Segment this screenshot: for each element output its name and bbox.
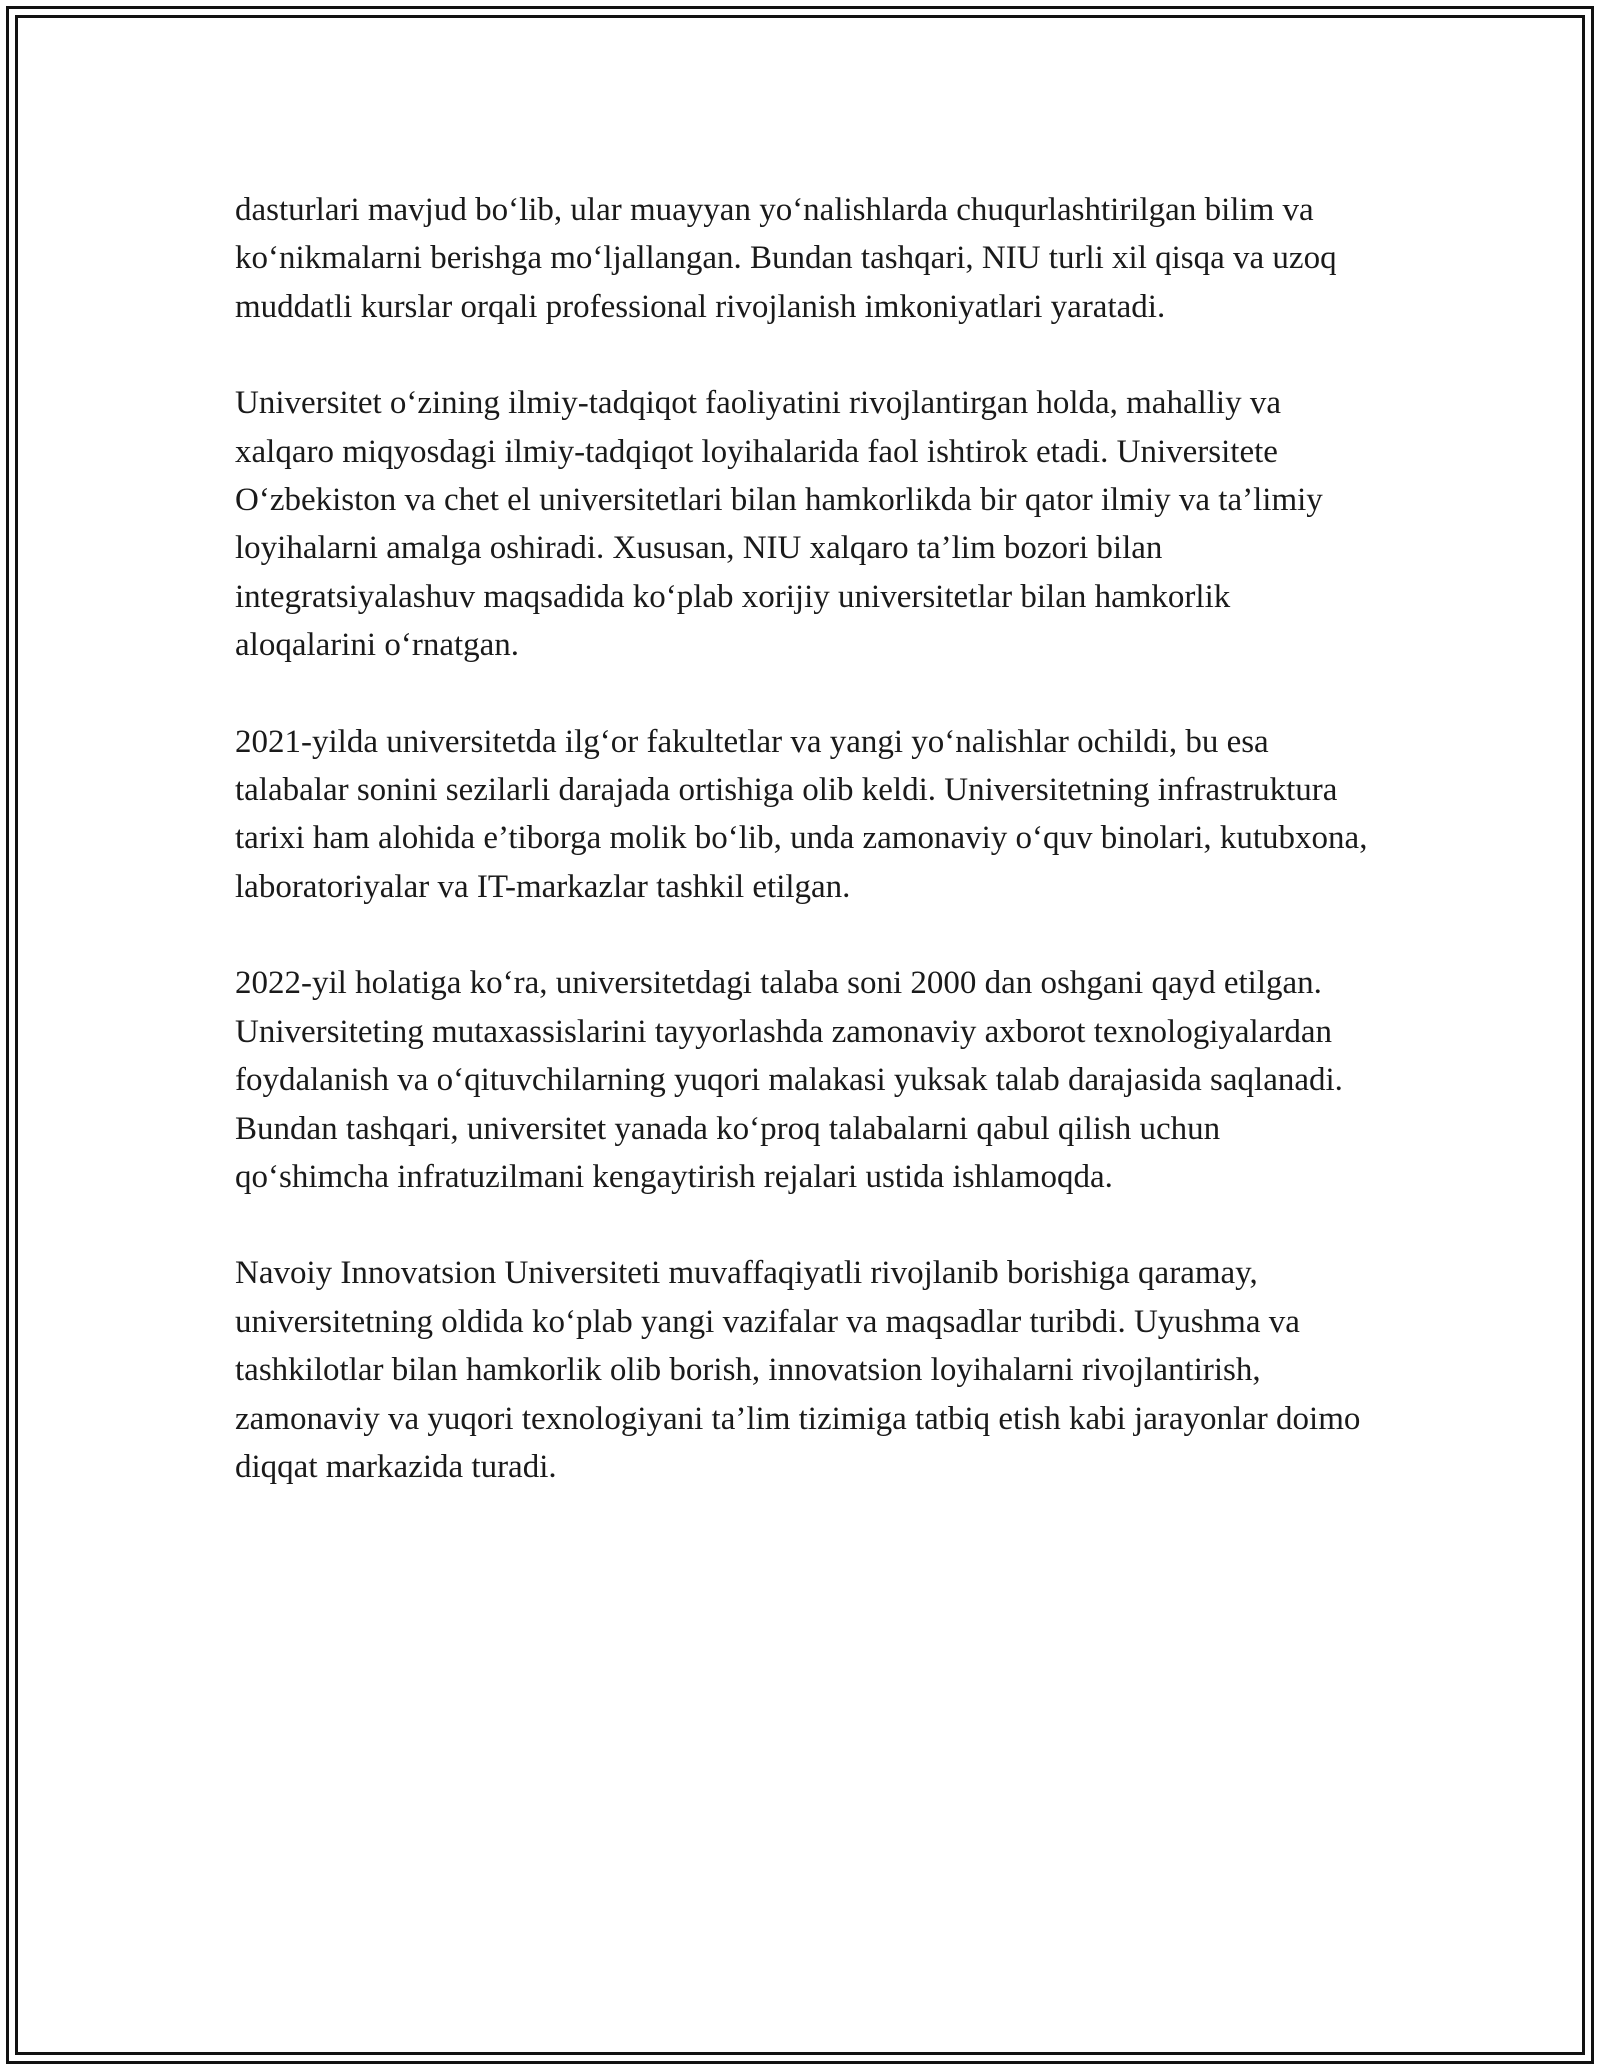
- document-body: [235, 186, 1375, 1491]
- paragraph-goals: Navoiy Innovatsion Universiteti muvaffaqiyatli rivojlanib borishiga qaramay, universitetning oldida ko‘plab yangi vazifalar va maqsadlar turibdi. Uyushma va tashkilotlar bilan hamkorlik olib borish, innovatsion loyihalarni rivojlantirish, zamonaviy va yuqori texnologiyani ta’lim tizimiga tatbiq etish kabi jarayonlar doimo diqqat markazida turadi.: [235, 1255, 1361, 1485]
- paragraph-programs: dasturlari mavjud bo‘lib, ular muayyan yo‘nalishlarda chuqurlashtirilgan bilim va ko‘nikmalarni berishga mo‘ljallangan. Bundan tashqari, NIU turli xil qisqa va uzoq muddatli kurslar orqali professional rivojlanish imkoniyatlari yaratadi.: [235, 192, 1337, 325]
- paragraph-2021: 2021-yilda universitetda ilg‘or fakultetlar va yangi yo‘nalishlar ochildi, bu esa talabalar sonini sezilarli darajada ortishiga olib keldi. Universitetning infrastruktura tarixi ham alohida e’tiborga molik bo‘lib, unda zamonaviy o‘quv binolari, kutubxona, laboratoriyalar va IT-markazlar tashkil etilgan.: [235, 723, 1368, 905]
- paragraph-2022: 2022-yil holatiga ko‘ra, universitetdagi talaba soni 2000 dan oshgani qayd etilgan. Universiteting mutaxassislarini tayyorlashda zamonaviy axborot texnologiyalardan foydalanish va o‘qituvchilarning yuqori malakasi yuksak talab darajasida saqlanadi. Bundan tashqari, universitet yanada ko‘proq talabalarni qabul qilish uchun qo‘shimcha infratuzilmani kengaytirish rejalari ustida ishlamoqda.: [235, 965, 1343, 1195]
- paragraph-research: Universitet o‘zining ilmiy-tadqiqot faoliyatini rivojlantirgan holda, mahalliy va xalqaro miqyosdagi ilmiy-tadqiqot loyihalarida faol ishtirok etadi. Universitete O‘zbekiston va chet el universitetlari bilan hamkorlikda bir qator ilmiy va ta’limiy loyihalarni amalga oshiradi. Xususan, NIU xalqaro ta’lim bozori bilan integratsiyalashuv maqsadida ko‘plab xorijiy universitetlar bilan hamkorlik aloqalarini o‘rnatgan.: [235, 385, 1323, 664]
